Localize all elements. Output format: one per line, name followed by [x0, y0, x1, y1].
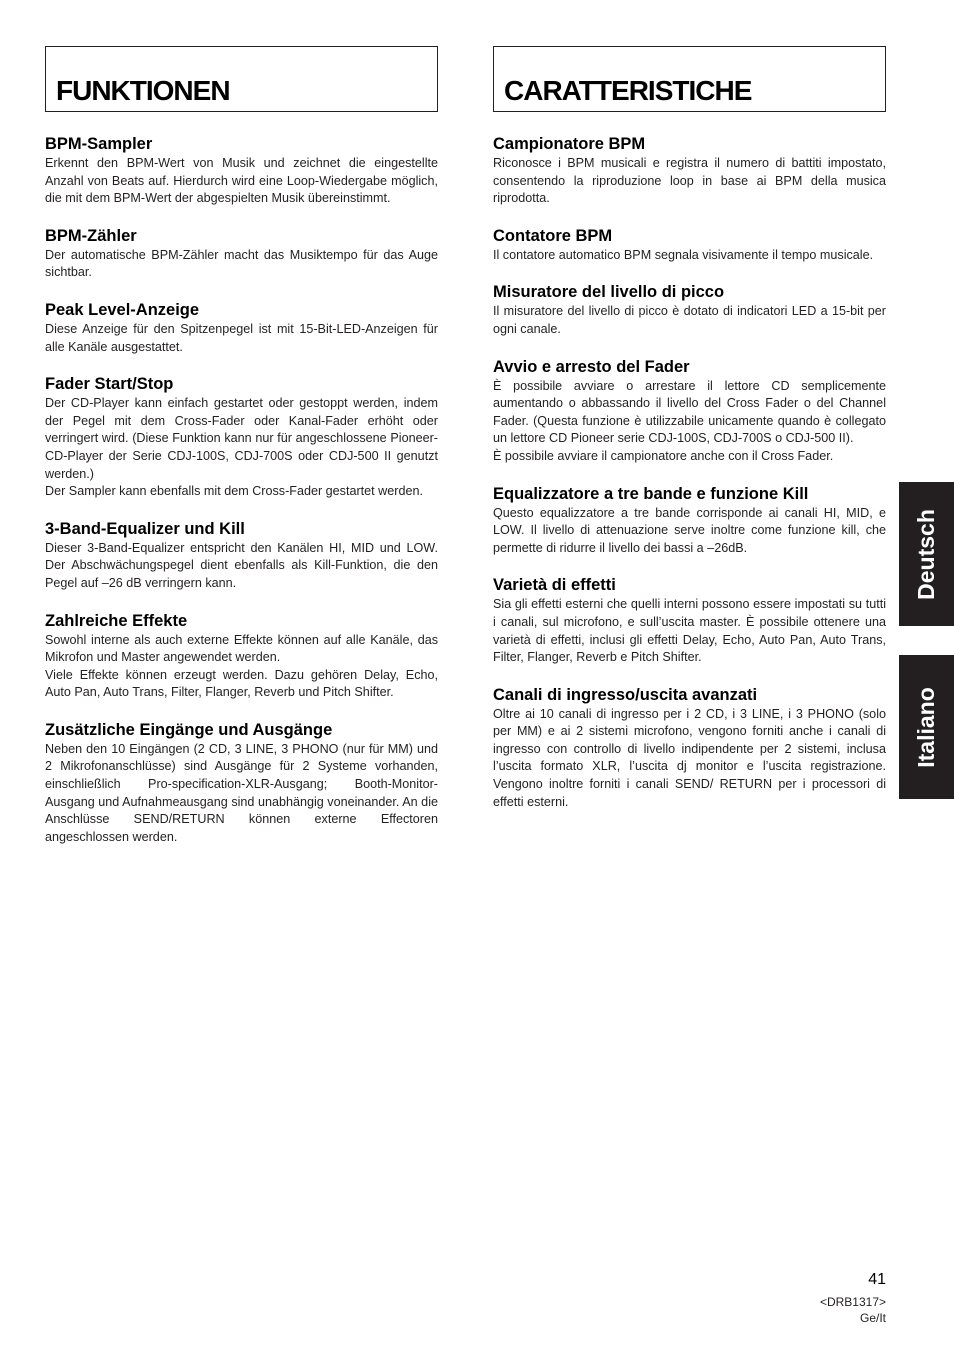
section-peak-level: [45, 300, 438, 356]
italian-title-box: [493, 46, 886, 112]
language-tab-deutsch: [899, 482, 954, 626]
section-heading: Campionatore BPM: [493, 135, 646, 153]
section-text: Il misuratore del livello di picco è dotato di indicatori LED a 15-bit per ogni canale.: [493, 304, 886, 336]
language-tab-label: Italiano: [913, 686, 940, 768]
section-text: È possibile avviare il campionatore anche con il Cross Fader.: [493, 448, 834, 463]
section-heading: Contatore BPM: [493, 226, 613, 245]
section-bpm-sampler: [45, 134, 438, 208]
section-heading: BPM-Zähler: [45, 226, 137, 245]
section-equalizer: [45, 519, 438, 593]
section-heading: Zusätzliche Eingänge und Ausgänge: [45, 720, 333, 739]
section-bpm-zaehler: [45, 226, 438, 282]
section-heading: 3-Band-Equalizer und Kill: [45, 519, 245, 538]
section-text: Sowohl interne als auch externe Effekte können auf alle Kanäle, das Mikrofon und Master angewendet werden.: [45, 632, 438, 665]
section-text: Oltre ai 10 canali di ingresso per i 2 CD, i 3 LINE, i 3 PHONO (solo per MM) e ai 2 sistemi microfono, vengono forniti anche i canali di ingresso con controllo di livello indipendente per 2 sistemi, inclusa l’uscita formato XLR, l’uscita dj monitor e l’uscita registrazione. Vengono inoltre forniti i canali SEND/ RETURN per i processori di effetti esterni.: [493, 706, 886, 809]
section-heading: Peak Level-Anzeige: [45, 300, 200, 319]
section-heading: Avvio e arresto del Fader: [493, 357, 690, 376]
section-text: Dieser 3-Band-Equalizer entspricht den Kanälen HI, MID und LOW. Der Abschwächungspegel dient ebenfalls als Kill-Funktion, die den Pegel auf –26 dB verringern kann.: [45, 540, 438, 590]
section-text: Questo equalizzatore a tre bande corrisponde ai canali HI, MID, e LOW. Il livello di attenuazione serve inoltre come funzione kill, che permette di ridurre il livello dei bassi a –26dB.: [493, 505, 886, 555]
section-varieta-effetti: [493, 575, 886, 666]
section-text: Sia gli effetti esterni che quelli interni possono essere impostati su tutti i canali, sul microfono, e sull’uscita master. È possibile ottenere una varietà di effetti, inclusi gli effetti Delay, Echo, Auto Pan, Auto Trans, Filter, Flanger, Reverb e Pitch Shifter.: [493, 597, 886, 665]
language-tab-italiano: [899, 655, 954, 799]
document-code: [820, 1294, 886, 1326]
german-title-box: [45, 46, 438, 112]
lang-code-text: Ge/It: [859, 1311, 886, 1325]
doc-code-text: <DRB1317>: [819, 1295, 886, 1309]
section-heading: BPM-Sampler: [45, 135, 153, 153]
section-text: Der CD-Player kann einfach gestartet oder gestoppt werden, indem der Pegel mit dem Cross-Fader oder Kanal-Fader erhöht oder verringert wird. (Diese Funktion kann nur für angeschlossene Pioneer-CD-Player der Serie CDJ-100S, CDJ-700S oder CDJ-500 II genutzt werden.): [45, 396, 438, 481]
italian-column: [493, 46, 886, 829]
section-heading: Equalizzatore a tre bande e funzione Kill: [493, 484, 809, 503]
section-heading: Fader Start/Stop: [45, 375, 174, 394]
section-avvio-arresto-fader: [493, 357, 886, 466]
section-contatore-bpm: [493, 226, 886, 265]
section-text: Neben den 10 Eingängen (2 CD, 3 LINE, 3 PHONO (nur für MM) und 2 Mikrofonanschlüsse) sind Ausgänge für 2 Systeme vorhanden, einschließlich Pro-specification-XLR-Ausgang; Booth-Monitor-Ausgang und Aufnahmeausgang sind unabhängig voneinander. An die Anschlüsse SEND/RETURN können externe Effectoren angeschlossen werden.: [45, 741, 438, 844]
section-text: Diese Anzeige für den Spitzenpegel ist mit 15-Bit-LED-Anzeigen für alle Kanäle ausgestattet.: [45, 321, 438, 354]
section-eingaenge-ausgaenge: [45, 720, 438, 847]
section-campionatore-bpm: [493, 134, 886, 208]
german-column: [45, 46, 438, 864]
german-title: FUNKTIONEN: [56, 75, 230, 106]
section-fader-start-stop: [45, 374, 438, 501]
section-text: Il contatore automatico BPM segnala visivamente il tempo musicale.: [493, 247, 874, 262]
section-misuratore-picco: [493, 282, 886, 338]
page-number: 41: [868, 1271, 886, 1288]
section-effekte: [45, 611, 438, 702]
section-heading: Zahlreiche Effekte: [45, 611, 188, 630]
italian-title: CARATTERISTICHE: [504, 75, 752, 106]
section-text: Der automatische BPM-Zähler macht das Musiktempo für das Auge sichtbar.: [45, 247, 438, 280]
section-heading: Varietà di effetti: [493, 576, 616, 595]
section-text: Der Sampler kann ebenfalls mit dem Cross-Fader gestartet werden.: [45, 484, 423, 499]
section-heading: Misuratore del livello di picco: [493, 283, 725, 302]
section-heading: Canali di ingresso/uscita avanzati: [493, 685, 758, 704]
section-canali-ingresso-uscita: [493, 685, 886, 812]
section-text: Riconosce i BPM musicali e registra il numero di battiti impostato, consentendo la riproduzione loop in base ai BPM della musica riprodotta.: [493, 156, 886, 206]
section-text: Erkennt den BPM-Wert von Musik und zeichnet die eingestellte Anzahl von Beats auf. Hierdurch wird eine Loop-Wiedergabe möglich, die mit dem BPM-Wert der abgespielten Musik übereinstimmt.: [45, 156, 438, 206]
section-text: È possibile avviare o arrestare il lettore CD semplicemente aumentando o abbassando il livello del Cross Fader o del Channel Fader. (Questa funzione è utilizzabile unicamente quando è collegato un lettore CD Pioneer serie CDJ-100S, CDJ-700S o CDJ-500 II).: [493, 378, 886, 446]
section-equalizzatore: [493, 484, 886, 558]
language-tab-label: Deutsch: [913, 508, 939, 600]
section-text: Viele Effekte können erzeugt werden. Dazu gehören Delay, Echo, Auto Pan, Auto Trans, Filter, Flanger, Reverb und Pitch Shifter.: [45, 667, 438, 700]
